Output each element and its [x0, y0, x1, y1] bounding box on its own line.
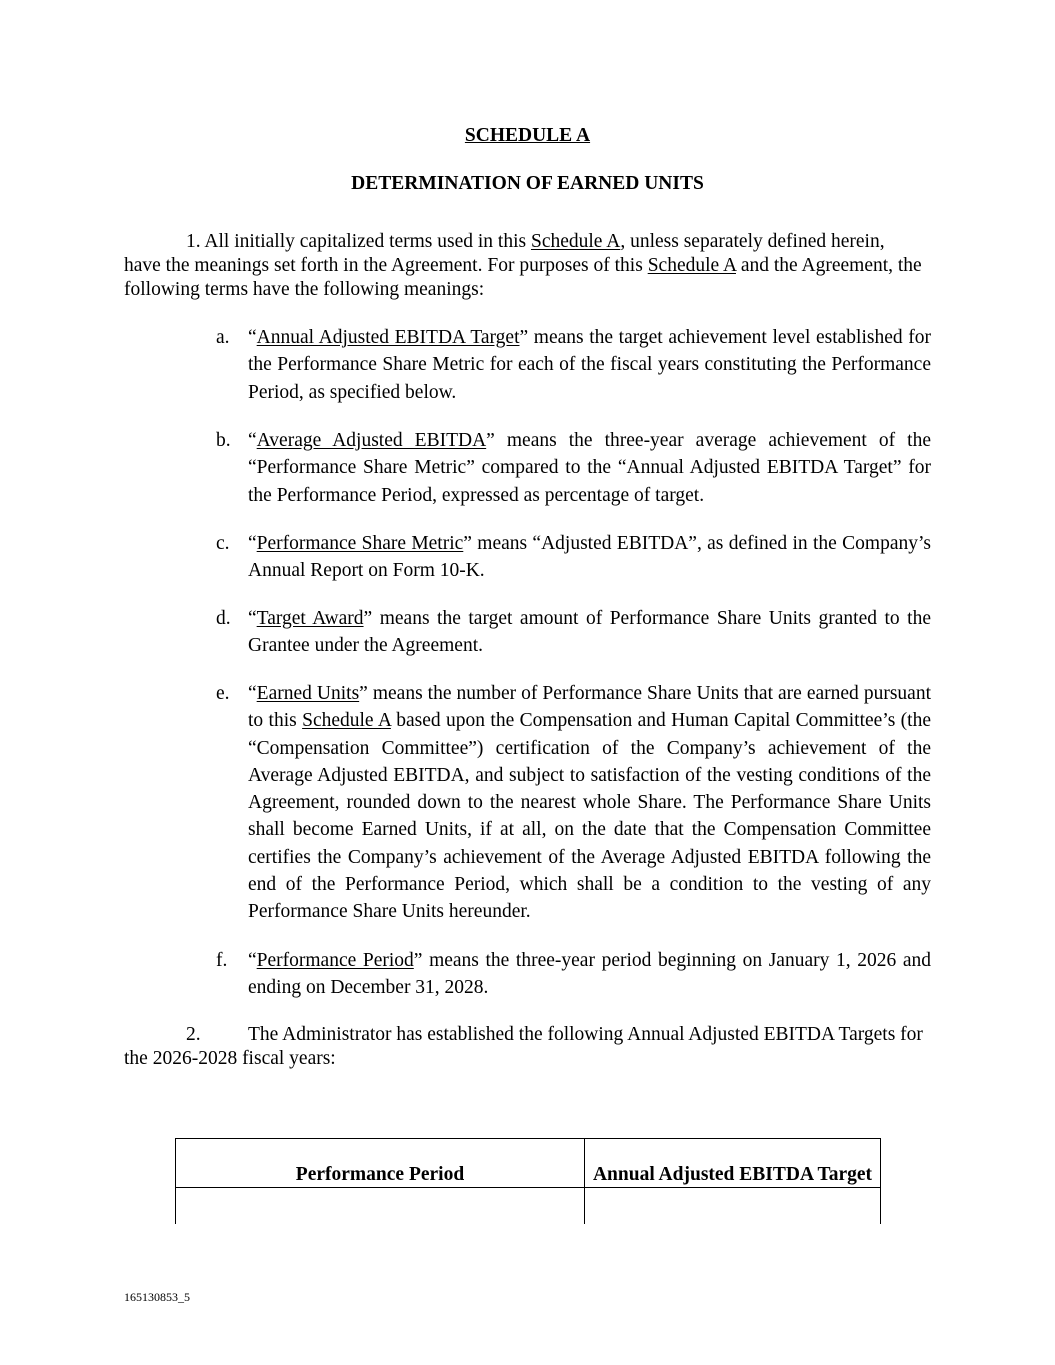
paragraph-number: 2.: [186, 1024, 201, 1045]
definition-marker: b.: [216, 430, 231, 451]
defined-term: Performance Share Metric: [256, 533, 464, 554]
definition-item: a. “Annual Adjusted EBITDA Target” means the target achievement level established for the Performance Share Metric for each of the fiscal years constituting the Performance Period, as specified below.: [216, 324, 931, 406]
definition-marker: e.: [216, 683, 230, 704]
column-header-performance-period: Performance Period: [176, 1139, 585, 1188]
table-cell: [176, 1188, 585, 1225]
defined-term: Earned Units: [256, 683, 360, 704]
definition-item: b. “Average Adjusted EBITDA” means the three-year average achievement of the “Performance Share Metric” compared to the “Annual Adjusted EBITDA Target” for the Performance Period, expressed as percentage of target.: [216, 427, 931, 509]
definition-item: e. “Earned Units” means the number of Performance Share Units that are earned pursuant to this Schedule A based upon the Compensation and Human Capital Committee’s (the “Compensation Committee”) certification of the Company’s achievement of the Average Adjusted EBITDA, and subject to satisfaction of the vesting conditions of the Agreement, rounded down to the nearest whole Share. The Performance Share Units shall become Earned Units, if at all, on the date that the Compensation Committee certifies the Company’s achievement of the Average Adjusted EBITDA following the end of the Performance Period, which shall be a condition to the vesting of any Performance Share Units hereunder.: [216, 680, 931, 926]
defined-term: Performance Period: [256, 950, 414, 971]
schedule-a-reference: Schedule A: [530, 231, 621, 252]
schedule-subtitle: DETERMINATION OF EARNED UNITS: [351, 173, 704, 194]
definition-marker: f.: [216, 950, 228, 971]
document-id: 165130853_5: [124, 1290, 190, 1304]
defined-term: Target Award: [256, 608, 364, 629]
paragraph-2: 2. The Administrator has established the following Annual Adjusted EBITDA Targets for the 2026-2028 fiscal years:: [124, 1024, 923, 1069]
definition-marker: a.: [216, 327, 230, 348]
definition-item: c. “Performance Share Metric” means “Adjusted EBITDA”, as defined in the Company’s Annual Report on Form 10-K.: [216, 530, 931, 585]
schedule-a-reference: Schedule A: [647, 255, 736, 276]
paragraph-1: 1. All initially capitalized terms used in this Schedule A, unless separately defined herein, have the meanings set forth in the Agreement. For purposes of this Schedule A and the Agreement, the following terms have the following meanings:: [124, 231, 922, 300]
defined-term: Annual Adjusted EBITDA Target: [256, 327, 520, 348]
table-cell: [585, 1188, 881, 1225]
table-row: [176, 1188, 881, 1225]
ebitda-target-table: [175, 1138, 881, 1226]
table-header-row: [176, 1139, 881, 1188]
definition-marker: d.: [216, 608, 231, 629]
schedule-a-reference: Schedule A: [302, 710, 391, 732]
column-header-ebitda-target: Annual Adjusted EBITDA Target: [585, 1139, 881, 1188]
definition-item: f. “Performance Period” means the three-year period beginning on January 1, 2026 and ending on December 31, 2028.: [216, 947, 931, 1002]
definition-marker: c.: [216, 533, 230, 554]
defined-term: Average Adjusted EBITDA: [256, 430, 487, 451]
schedule-heading: SCHEDULE A: [464, 125, 591, 146]
definition-item: d. “Target Award” means the target amount of Performance Share Units granted to the Grantee under the Agreement.: [216, 605, 931, 660]
